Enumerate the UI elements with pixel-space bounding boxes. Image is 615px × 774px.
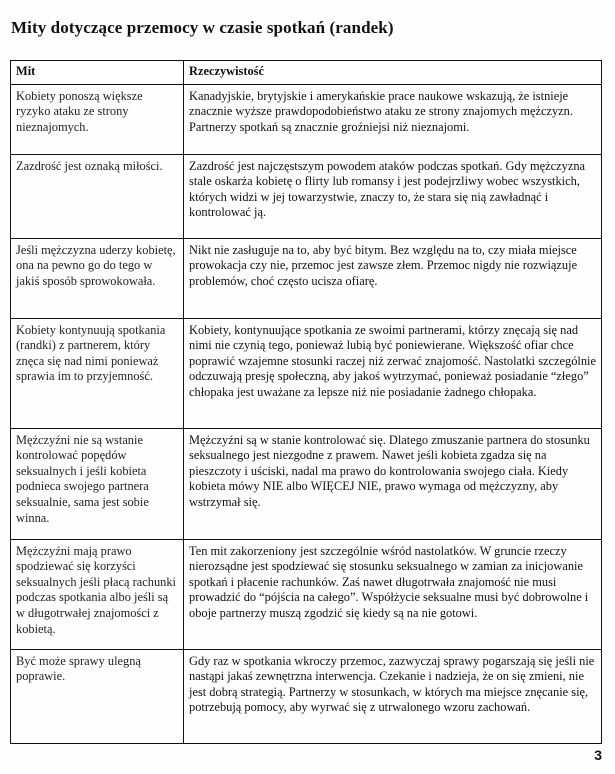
myth-cell: Kobiety ponoszą większe ryzyko ataku ze strony nieznajomych. (11, 84, 184, 154)
table-row (11, 539, 602, 649)
table-row (11, 154, 602, 238)
column-header-myth: Mit (11, 61, 184, 85)
myth-cell: Kobiety kontynuują spotkania (randki) z partnerem, który znęca się nad nimi ponieważ sprawia im to przyjemność. (11, 318, 184, 428)
column-header-reality: Rzeczywistość (184, 61, 602, 85)
reality-cell: Kanadyjskie, brytyjskie i amerykańskie prace naukowe wskazują, że istnieje znacznie wyższe prawdopodobieństwo ataku ze strony znajomych mężczyzn. Partnerzy spotkań są znacznie groźniejsi niż nieznajomi. (184, 84, 602, 154)
reality-cell: Mężczyźni są w stanie kontrolować się. Dlatego zmuszanie partnera do stosunku seksualnego jest niezgodne z prawem. Nawet jeśli kobieta zgadza się na pieszczoty i uściski, nadal ma prawo do kontrolowania swojego ciała. Kiedy kobieta mówy NIE albo WIĘCEJ NIE, prawo wymaga od mężczyzny, aby wstrzymał się. (184, 428, 602, 539)
reality-cell: Gdy raz w spotkania wkroczy przemoc, zazwyczaj sprawy pogarszają się jeśli nie nastąpi jakaś zewnętrzna interwencja. Czekanie i nadzieja, że on się zmieni, nie jest dobrą strategią. Partnerzy w stosunkach, w których ma miejsce znęcanie się, potrzebują pomocy, aby wyrwać się z utrwalonego wzoru zachowań. (184, 649, 602, 743)
myths-table (10, 60, 602, 744)
myth-cell: Zazdrość jest oznaką miłości. (11, 154, 184, 238)
table-row (11, 428, 602, 539)
reality-cell: Zazdrość jest najczęstszym powodem ataków podczas spotkań. Gdy mężczyzna stale oskarża kobietę o flirty lub romansy i jest podejrzliwy wobec wszystkich, których widzi w jej towarzystwie, znaczy to, że stara się nią zawładnąć i kontrolować ją. (184, 154, 602, 238)
table-row (11, 238, 602, 318)
reality-cell: Nikt nie zasługuje na to, aby być bitym. Bez względu na to, czy miała miejsce prowokacja czy nie, przemoc jest zawsze złem. Przemoc nigdy nie rozwiązuje problemów, choć często ucisza ofiarę. (184, 238, 602, 318)
page-number: 3 (594, 747, 602, 763)
table-row (11, 649, 602, 743)
reality-cell: Kobiety, kontynuujące spotkania ze swoimi partnerami, którzy znęcają się nad nimi nie czynią tego, ponieważ lubią być poniewierane. Większość ofiar chce poprawić wzajemne stosunki raczej niż zerwać znajomość. Nastolatki szczególnie odczuwają presję społeczną, aby jakoś wytrzymać, ponieważ posiadanie “złego” chłopaka jest uważane za lepsze niż nie posiadanie żadnego chłopaka. (184, 318, 602, 428)
reality-cell: Ten mit zakorzeniony jest szczególnie wśród nastolatków. W gruncie rzeczy nierozsądne jest spodziewać się stosunku seksualnego w zamian za inicjowanie spotkań i płacenie rachunków. Zaś nawet długotrwała znajomość nie musi prowadzić do “pójścia na całego”. Współżycie seksualne musi być dobrowolne i oboje partnerzy muszą zgodzić się kiedy są na nie gotowi. (184, 539, 602, 649)
myth-cell: Mężczyźni nie są wstanie kontrolować popędów seksualnych i jeśli kobieta podnieca swojego partnera seksualnie, sama jest sobie winna. (11, 428, 184, 539)
myth-cell: Być może sprawy ulegną poprawie. (11, 649, 184, 743)
page-title: Mity dotyczące przemocy w czasie spotkań (randek) (11, 18, 394, 37)
myth-cell: Jeśli mężczyzna uderzy kobietę, ona na pewno go do tego w jakiś sposób sprowokowała. (11, 238, 184, 318)
table-row (11, 84, 602, 154)
table-row (11, 318, 602, 428)
table-header-row (11, 61, 602, 85)
myth-cell: Mężczyźni mają prawo spodziewać się korzyści seksualnych jeśli płacą rachunki podczas spotkania albo jeśli są w długotrwałej znajomości z kobietą. (11, 539, 184, 649)
